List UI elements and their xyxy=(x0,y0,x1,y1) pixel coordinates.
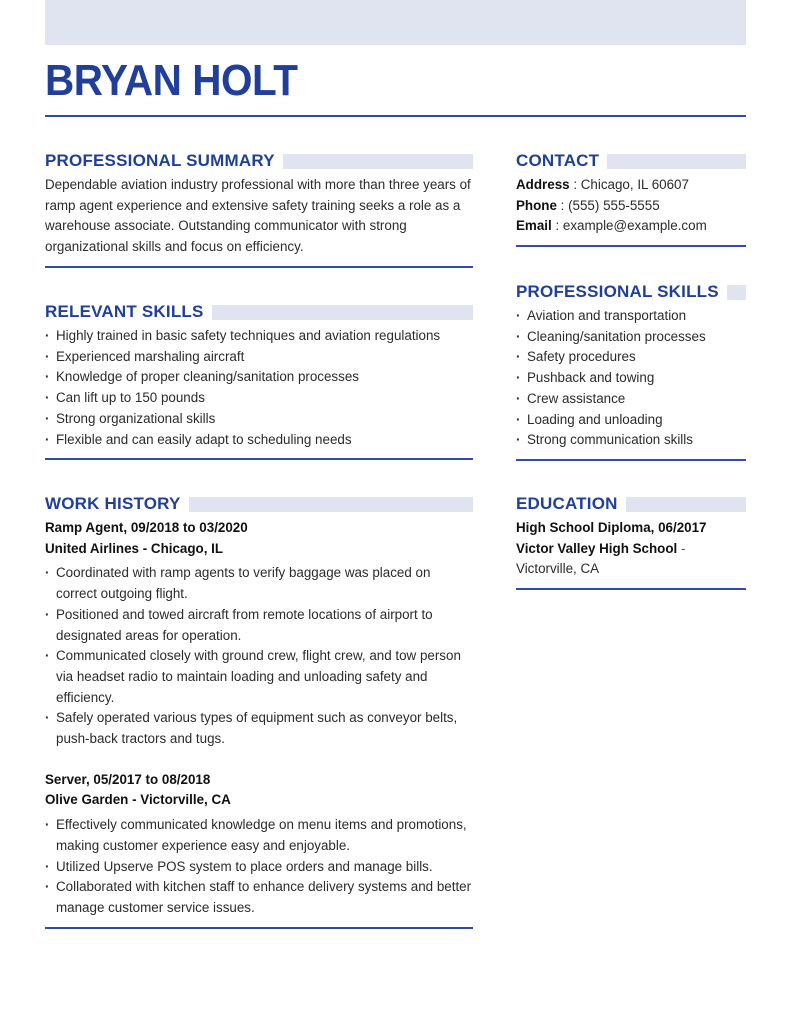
section-divider xyxy=(45,266,473,268)
list-item: · Can lift up to 150 pounds xyxy=(45,388,473,409)
contact-section xyxy=(516,150,746,247)
list-item: · Aviation and transportation xyxy=(516,306,746,327)
school-name: Victor Valley High School xyxy=(516,540,678,556)
summary-heading: PROFESSIONAL SUMMARY xyxy=(45,151,275,170)
job-entry xyxy=(45,770,473,919)
professional-skills-section xyxy=(516,281,746,461)
list-item: · Safely operated various types of equipment such as conveyor belts, push-back tractors and tugs. xyxy=(45,708,473,749)
list-item: · Loading and unloading xyxy=(516,410,746,431)
job-bullets xyxy=(45,563,473,749)
list-item: · Strong communication skills xyxy=(516,430,746,451)
education-section xyxy=(516,493,746,590)
education-heading: EDUCATION xyxy=(516,494,618,513)
address-value: : Chicago, IL 60607 xyxy=(569,177,689,192)
email-label: Email xyxy=(516,218,552,234)
section-divider xyxy=(516,459,746,461)
phone-label: Phone xyxy=(516,197,557,213)
heading-bar xyxy=(607,154,746,169)
education-school xyxy=(516,539,746,560)
list-item: · Highly trained in basic safety techniques and aviation regulations xyxy=(45,326,473,347)
school-location: Victorville, CA xyxy=(516,561,600,577)
job-title xyxy=(45,770,473,791)
contact-address xyxy=(516,175,746,196)
section-divider xyxy=(45,927,473,929)
school-separator: - xyxy=(677,540,686,556)
work-history-section xyxy=(45,493,473,929)
header-divider xyxy=(45,115,746,117)
job-entry xyxy=(45,518,473,750)
email-value: : example@example.com xyxy=(551,218,707,234)
address-label: Address xyxy=(516,177,570,192)
list-item: · Effectively communicated knowledge on menu items and promotions, making customer experience easy and enjoyable. xyxy=(45,815,473,856)
section-divider xyxy=(516,588,746,590)
heading-bar xyxy=(212,305,473,320)
contact-email xyxy=(516,216,746,237)
professional-skills-list xyxy=(516,306,746,451)
section-divider xyxy=(516,245,746,247)
degree-date: , 06/2017 xyxy=(650,520,707,535)
summary-text: Dependable aviation industry professional with more than three years of ramp agent experience and extensive safety training seeks a role as a warehouse associate. Outstanding communicator with strong organizational skills and focus on efficiency. xyxy=(45,177,471,255)
list-item: · Utilized Upserve POS system to place orders and manage bills. xyxy=(45,857,473,878)
list-item: · Flexible and can easily adapt to scheduling needs xyxy=(45,430,473,451)
list-item: · Cleaning/sanitation processes xyxy=(516,327,746,348)
header-band xyxy=(45,0,746,45)
summary-section xyxy=(45,150,473,268)
relevant-skills-section xyxy=(45,301,473,460)
list-item: · Collaborated with kitchen staff to enhance delivery systems and better manage customer service issues. xyxy=(45,877,473,918)
heading-bar xyxy=(727,285,746,300)
job-dates: , 05/2017 to 08/2018 xyxy=(85,771,211,787)
list-item: · Safety procedures xyxy=(516,347,746,368)
job-company: Olive Garden - Victorville, CA xyxy=(45,792,231,808)
candidate-name: BRYAN HOLT xyxy=(45,56,298,105)
section-divider xyxy=(45,458,473,460)
list-item: · Pushback and towing xyxy=(516,368,746,389)
professional-skills-heading: PROFESSIONAL SKILLS xyxy=(516,282,719,301)
list-item: · Knowledge of proper cleaning/sanitation processes xyxy=(45,367,473,388)
job-dates: , 09/2018 to 03/2020 xyxy=(123,520,248,535)
job-company: United Airlines - Chicago, IL xyxy=(45,540,224,556)
list-item: · Experienced marshaling aircraft xyxy=(45,347,473,368)
education-degree xyxy=(516,518,746,539)
work-history-heading: WORK HISTORY xyxy=(45,494,181,513)
contact-heading: CONTACT xyxy=(516,151,600,170)
list-item: · Strong organizational skills xyxy=(45,409,473,430)
list-item: · Positioned and towed aircraft from remote locations of airport to designated areas for operation. xyxy=(45,605,473,646)
job-bullets xyxy=(45,815,473,919)
job-role: Server xyxy=(45,771,86,787)
heading-bar xyxy=(283,154,473,169)
contact-phone xyxy=(516,196,746,217)
job-role: Ramp Agent xyxy=(45,520,124,535)
list-item: · Communicated closely with ground crew, flight crew, and tow person via headset radio to maintain loading and unloading safety and efficiency. xyxy=(45,646,473,708)
job-title xyxy=(45,518,473,539)
relevant-skills-heading: RELEVANT SKILLS xyxy=(45,302,204,321)
relevant-skills-list xyxy=(45,326,473,450)
heading-bar xyxy=(189,497,473,512)
degree-name: High School Diploma xyxy=(516,520,651,535)
list-item: · Coordinated with ramp agents to verify baggage was placed on correct outgoing flight. xyxy=(45,563,473,604)
heading-bar xyxy=(626,497,746,512)
phone-value: : (555) 555-5555 xyxy=(556,197,660,213)
list-item: · Crew assistance xyxy=(516,389,746,410)
